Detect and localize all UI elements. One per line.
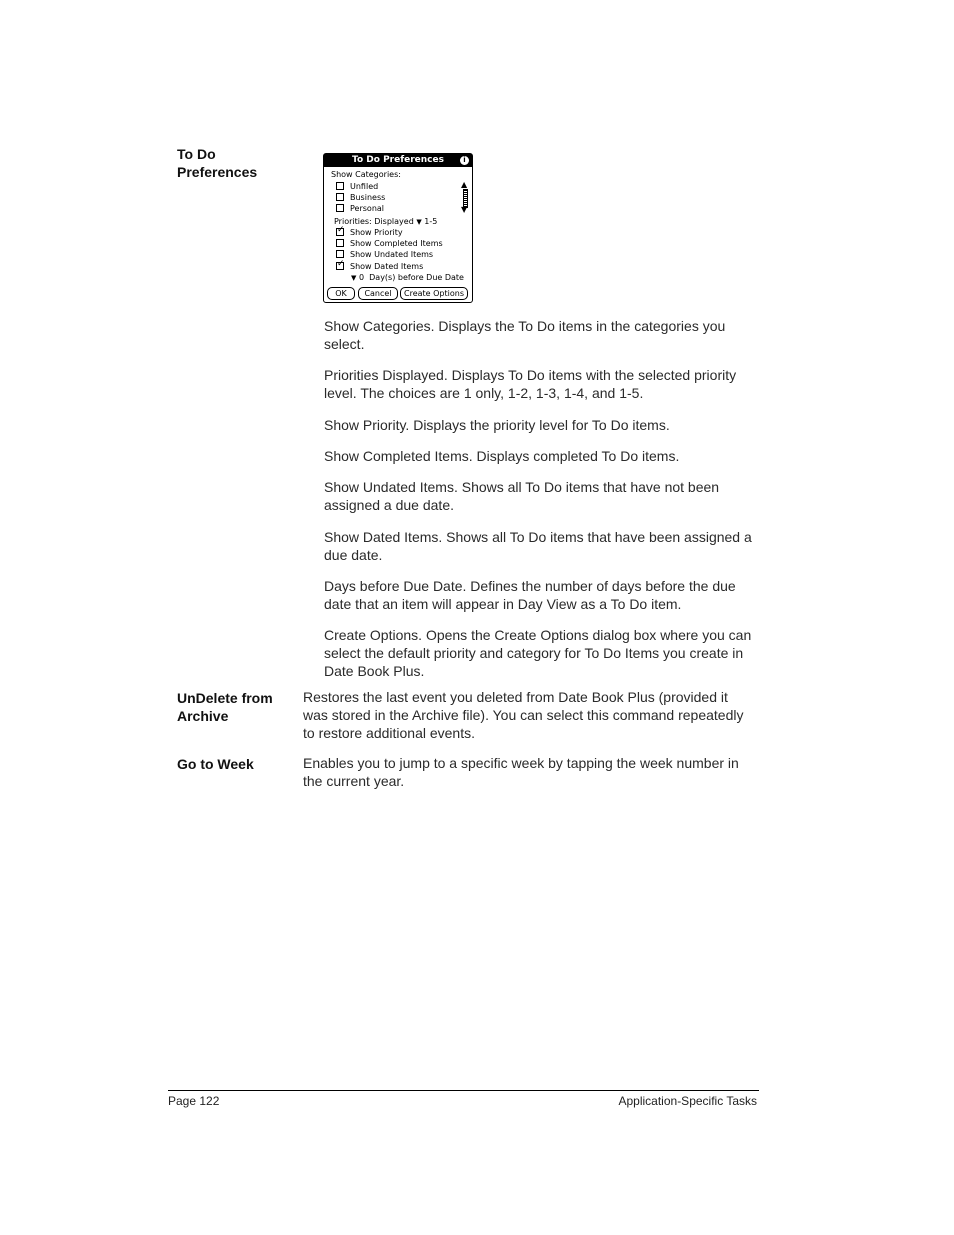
days-label: Day(s) before Due Date	[369, 273, 464, 282]
term-go-to-week	[177, 755, 254, 773]
desc-show-dated: Show Dated Items. Shows all To Do items that have been assigned a due date.	[324, 529, 752, 563]
page-number: Page 122	[168, 1094, 220, 1108]
footer-rule	[168, 1090, 759, 1091]
ok-button[interactable]: OK	[327, 287, 355, 300]
category-unfiled[interactable]	[336, 182, 378, 192]
days-value[interactable]: 0	[358, 273, 365, 282]
option-show-priority[interactable]	[336, 228, 403, 238]
undelete-description: Restores the last event you deleted from Date Book Plus (provided it was stored in the Archive file). You can select this command repeatedly to restore additional events.	[303, 689, 744, 741]
checkbox-icon[interactable]	[336, 239, 344, 247]
todo-preferences-dialog	[323, 153, 473, 303]
option-label: Show Priority	[350, 228, 403, 237]
priorities-label: Priorities: Displayed	[334, 217, 414, 226]
dropdown-triangle-icon[interactable]: ▼	[416, 218, 422, 226]
category-label: Business	[350, 193, 386, 202]
option-label: Show Dated Items	[350, 262, 424, 271]
option-show-undated[interactable]	[336, 250, 433, 260]
show-categories-label: Show Categories:	[331, 170, 401, 179]
create-options-button[interactable]: Create Options	[400, 287, 468, 300]
desc-show-priority: Show Priority. Displays the priority level for To Do items.	[324, 417, 670, 433]
checkbox-icon[interactable]	[336, 250, 344, 258]
chapter-title: Application-Specific Tasks	[618, 1094, 757, 1108]
desc-create-options: Create Options. Opens the Create Options dialog box where you can select the default priority and category for To Do Items you create in Date Book Plus.	[324, 627, 752, 679]
term-line: UnDelete from	[177, 690, 273, 706]
term-todo-preferences	[177, 145, 257, 181]
term-line: Archive	[177, 708, 229, 724]
goto-week-description: Enables you to jump to a specific week by tapping the week number in the current year.	[303, 755, 739, 789]
scroll-up-icon[interactable]: ▲	[461, 180, 468, 189]
dialog-title-text: To Do Preferences	[352, 155, 444, 165]
option-label: Show Undated Items	[350, 250, 434, 259]
category-personal[interactable]	[336, 204, 384, 214]
priorities-row	[334, 217, 437, 227]
cancel-button[interactable]: Cancel	[358, 287, 398, 300]
desc-show-categories: Show Categories. Displays the To Do items in the categories you select.	[324, 318, 726, 352]
term-undelete-archive	[177, 689, 273, 725]
checkbox-checked-icon[interactable]	[336, 262, 344, 270]
priorities-value[interactable]: 1-5	[424, 217, 438, 226]
term-line: Go to Week	[177, 756, 254, 772]
desc-show-undated: Show Undated Items. Shows all To Do items that have not been assigned a due date.	[324, 479, 720, 513]
checkbox-icon[interactable]	[336, 182, 344, 190]
term-line: Preferences	[177, 164, 258, 180]
option-label: Show Completed Items	[350, 239, 443, 248]
category-scrollbar[interactable]	[461, 181, 469, 214]
dialog-title	[324, 154, 472, 167]
scroll-down-icon[interactable]: ▼	[461, 205, 468, 214]
category-business[interactable]	[336, 193, 385, 203]
checkbox-icon[interactable]	[336, 204, 344, 212]
days-before-row	[351, 273, 464, 283]
category-label: Unfiled	[350, 182, 379, 191]
checkbox-icon[interactable]	[336, 193, 344, 201]
option-show-completed[interactable]	[336, 239, 443, 249]
dropdown-triangle-icon[interactable]: ▼	[351, 274, 357, 282]
category-label: Personal	[350, 204, 385, 213]
checkbox-checked-icon[interactable]	[336, 228, 344, 236]
term-line: To Do	[177, 146, 216, 162]
option-show-dated[interactable]	[336, 262, 423, 272]
info-icon[interactable]: i	[460, 156, 469, 165]
desc-priorities-displayed: Priorities Displayed. Displays To Do items with the selected priority level. The choices are 1 only, 1-2, 1-3, 1-4, and 1-5.	[324, 367, 737, 401]
desc-show-completed: Show Completed Items. Displays completed To Do items.	[324, 448, 680, 464]
desc-days-before: Days before Due Date. Defines the number of days before the due date that an item will appear in Day View as a To Do item.	[324, 578, 736, 612]
